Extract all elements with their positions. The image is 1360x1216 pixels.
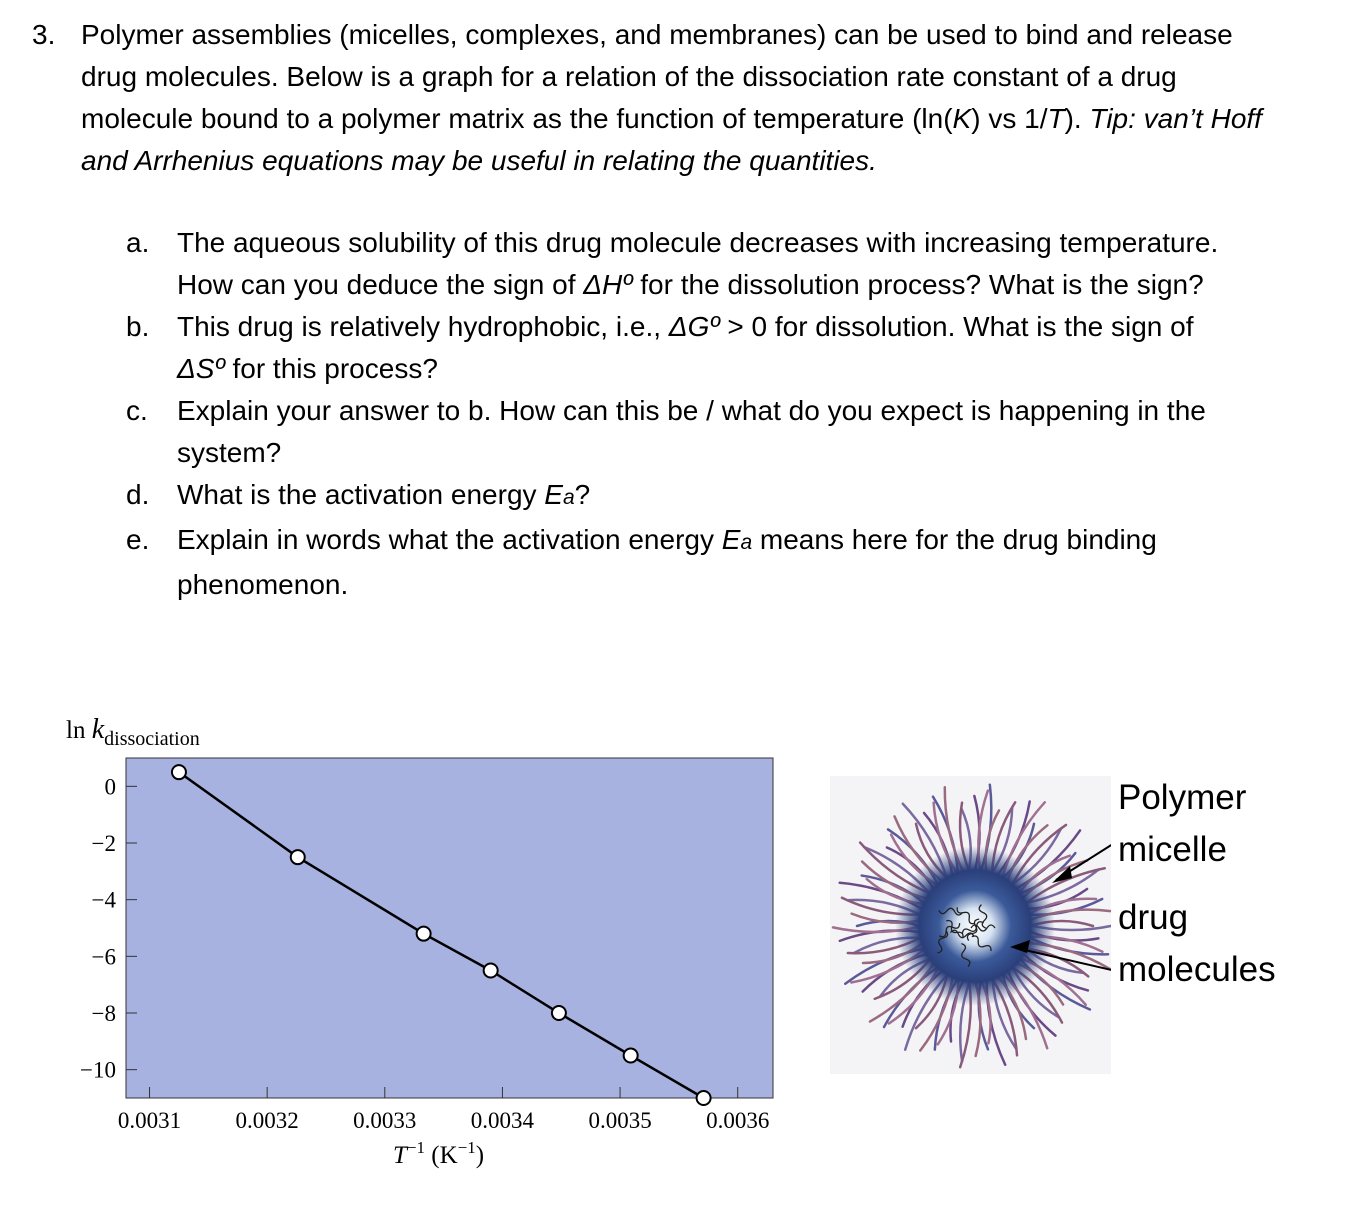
data-point <box>624 1049 638 1063</box>
micelle-illustration <box>830 776 1111 1074</box>
subquestion-b: b. This drug is relatively hydrophobic, i.e., ΔGº > 0 for dissolution. What is the sign of ΔSº for this process? <box>126 306 1236 390</box>
data-point <box>417 927 431 941</box>
subquestion-label: e. <box>126 524 150 555</box>
plot-area <box>126 758 773 1098</box>
question-text: Polymer assemblies (micelles, complexes, and membranes) can be used to bind and release drug molecules. Below is a graph for a relation of the dissociation rate constant of a drug molecule bound to a polymer matrix as the function of temperature (ln(K) vs 1/T). Tip: van’t Hoff and Arrhenius equations may be useful in relating the quantities. <box>81 19 1262 176</box>
subquestion-a: a. The aqueous solubility of this drug molecule decreases with increasing temperature. How can you deduce the sign of ΔHº for the dissolution process? What is the sign? <box>126 222 1236 306</box>
y-tick-label: −6 <box>91 944 116 970</box>
data-point <box>697 1091 711 1105</box>
subquestion-label: a. <box>126 227 150 258</box>
subquestion-list <box>126 222 1236 606</box>
label-micelle: micelle <box>1118 830 1227 869</box>
subquestion-e: e. Explain in words what the activation energy Ea means here for the drug binding phenomenon. <box>126 519 1236 606</box>
chart-svg <box>0 700 800 1180</box>
y-tick-label: −8 <box>91 1001 116 1026</box>
x-tick-label: 0.0031 <box>117 1108 182 1133</box>
subquestion-d: d. What is the activation energy Ea? <box>126 474 1236 519</box>
subquestion-c: c. Explain your answer to b. How can this be / what do you expect is happening in the system? <box>126 390 1236 474</box>
question-tip: Tip: van’t Hoff and Arrhenius equations may be useful in relating the quantities. <box>81 103 1262 176</box>
x-tick-label: 0.0035 <box>588 1108 652 1133</box>
y-axis-label: $\ln k_{dissociation}$ <box>66 714 200 750</box>
y-tick-label: −2 <box>91 831 116 856</box>
label-polymer: Polymer <box>1118 778 1247 817</box>
data-point <box>484 964 498 978</box>
label-drug: drug <box>1118 898 1189 937</box>
subquestion-label: d. <box>126 479 150 510</box>
x-axis-label: $T^{-1}$ $(K^{-1})$ <box>393 1138 485 1169</box>
data-point <box>291 850 305 864</box>
question-3 <box>32 14 1282 182</box>
polymer-micelle-image <box>830 776 1111 1074</box>
label-molecules: molecules <box>1118 950 1276 989</box>
x-tick-label: 0.0032 <box>235 1108 299 1133</box>
subquestion-label: b. <box>126 311 150 342</box>
subquestion-label: c. <box>126 395 148 426</box>
arrhenius-chart <box>0 700 800 1180</box>
y-tick-label: −10 <box>80 1057 116 1083</box>
question-number: 3. <box>32 19 56 50</box>
y-tick-label: 0 <box>104 774 116 800</box>
data-point <box>172 765 186 779</box>
data-point <box>552 1006 566 1020</box>
x-tick-label: 0.0036 <box>706 1108 770 1133</box>
y-tick-label: −4 <box>91 887 116 913</box>
x-tick-label: 0.0033 <box>353 1108 417 1133</box>
x-tick-label: 0.0034 <box>470 1108 535 1133</box>
